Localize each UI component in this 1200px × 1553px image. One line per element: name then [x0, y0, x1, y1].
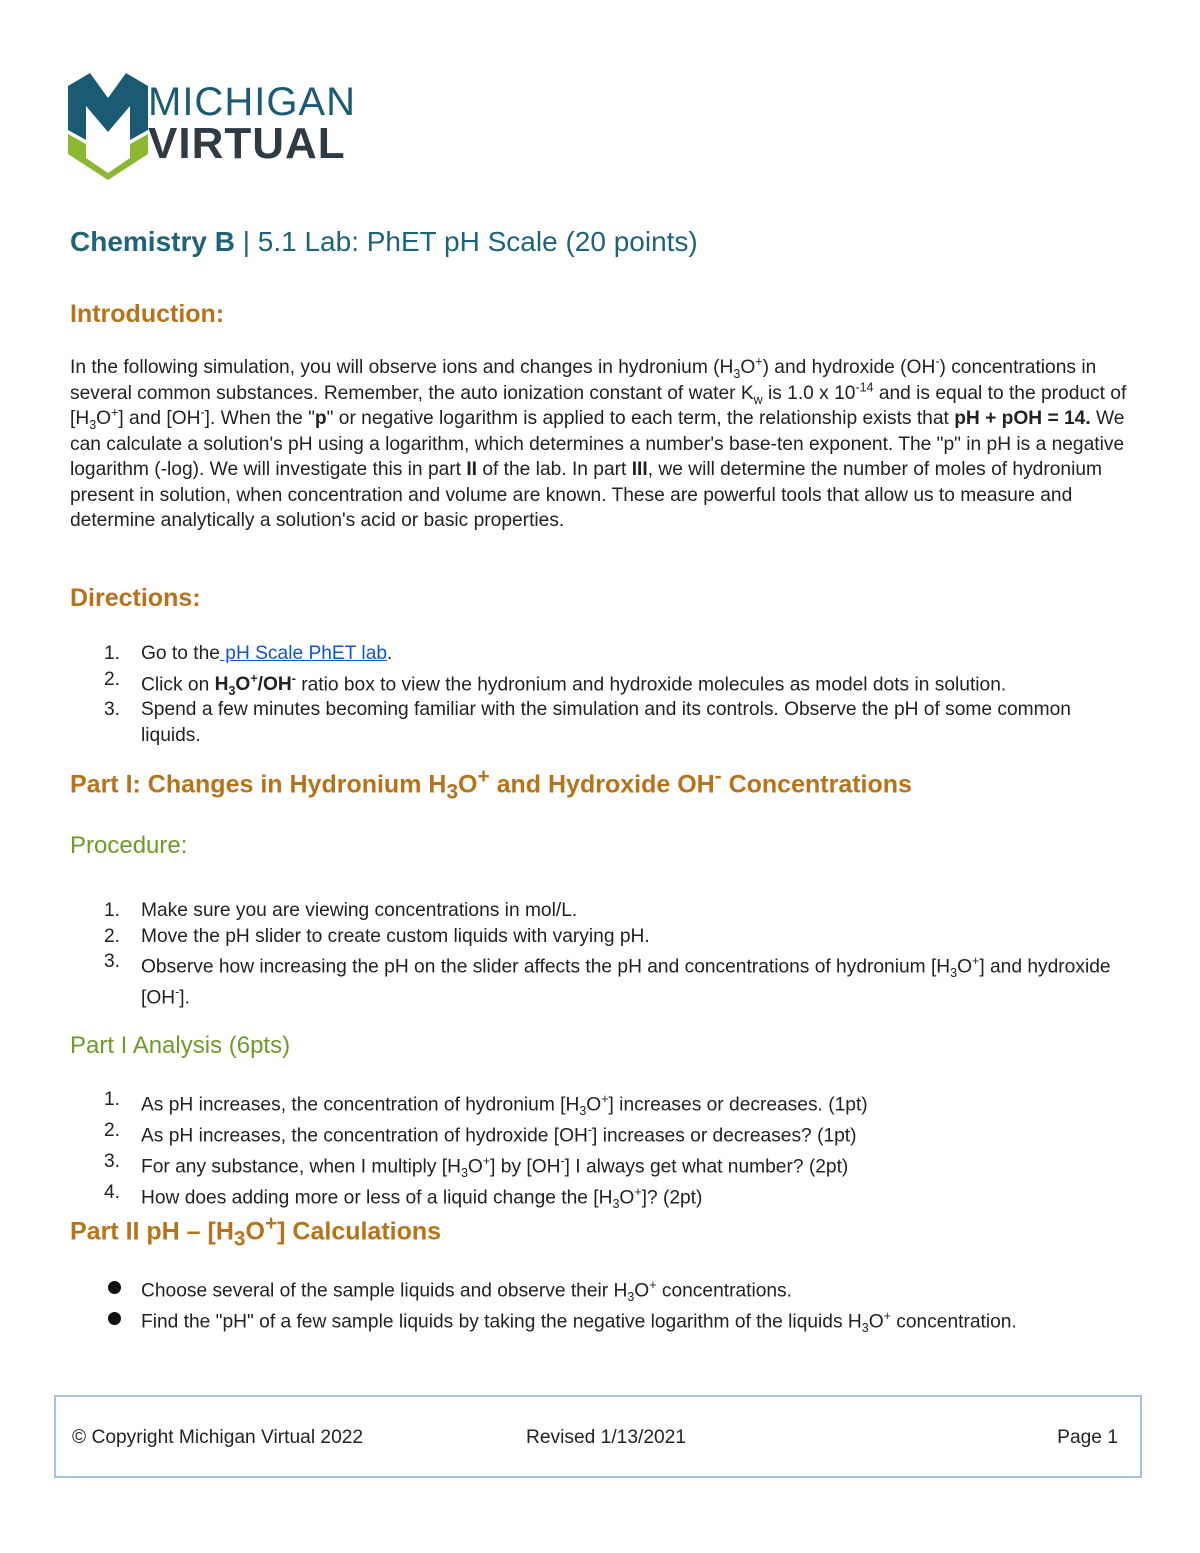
page-title: [70, 226, 698, 258]
part2-bullet-list: [104, 1273, 1134, 1335]
directions-list: [104, 641, 1134, 748]
page-number: Page 1: [1057, 1427, 1118, 1448]
introduction-heading: Introduction:: [70, 300, 225, 328]
list-item: 3. Spend a few minutes becoming familiar with the simulation and its controls. Observe the pH of some common liquids.: [104, 699, 1071, 746]
list-item: 1. As pH increases, the concentration of hydronium $[H_3O^+]$ increases or decreases. (1pt): [104, 1089, 868, 1119]
bullet-icon: [108, 1312, 121, 1325]
logo-line-1: MICHIGAN: [148, 80, 356, 124]
analysis-heading: Part I Analysis (6pts): [70, 1032, 291, 1059]
course-name: Chemistry B: [70, 226, 235, 257]
list-item: Choose several of the sample liquids and observe their $H_3O^+$ concentrations.: [104, 1273, 1134, 1304]
list-item: 1. Go to the pH Scale PhET lab.: [104, 643, 393, 664]
title-separator: |: [234, 226, 258, 257]
copyright-text: © Copyright Michigan Virtual 2022: [72, 1427, 364, 1448]
list-item: 3. Observe how increasing the pH on the slider affects the pH and concentrations of hydronium $[H_3O^+]$ and hydroxide [OH-].: [104, 951, 1111, 1009]
part2-heading: Part II pH – $[H_3O^+]$ Calculations: [70, 1212, 442, 1251]
analysis-list: [104, 1087, 1134, 1211]
phet-lab-link[interactable]: pH Scale PhET lab: [219, 643, 388, 664]
lab-title: 5.1 Lab: PhET pH Scale (20 points): [257, 226, 698, 257]
revised-date: Revised 1/13/2021: [526, 1427, 687, 1448]
logo-wordmark: [148, 82, 356, 166]
logo-line-2: VIRTUAL: [148, 119, 346, 168]
list-item: 1. Make sure you are viewing concentrations in mol/L.: [104, 900, 578, 921]
list-item: 3. For any substance, when I multiply $[H_3O^+]$ by [OH-] I always get what number? (2pt): [104, 1150, 849, 1180]
list-item: 4. How does adding more or less of a liquid change the $[H_3O^+]$? (2pt): [104, 1181, 703, 1211]
part1-heading: Part I: Changes in Hydronium $H_3O^+$ and Hydroxide OH- Concentrations: [70, 765, 912, 804]
list-item: Find the "pH" of a few sample liquids by taking the negative logarithm of the liquids $H_3O^+$ concentration.: [104, 1304, 1134, 1335]
list-item: 2. Click on $H_3O^+/OH^-$ ratio box to view the hydronium and hydroxide molecules as model dots in solution.: [104, 668, 1007, 698]
bullet-icon: [108, 1281, 121, 1294]
procedure-heading: Procedure:: [70, 832, 188, 859]
page-footer: [54, 1395, 1142, 1478]
procedure-list: [104, 898, 1134, 1011]
directions-heading: Directions:: [70, 584, 201, 612]
introduction-paragraph: In the following simulation, you will observe ions and changes in hydronium $(H_3O^+)$ and hydroxide (OH-) concentrations in several common substances. Remember, the auto ionization constant of water $K_w$ is 1.0 x $10^{-14}$ and is equal to the product of $[H_3O^+]$ and [OH-]. When the "p" or negative logarithm is applied to each term, the relationship exists that pH + pOH = 14. We can calculate a solution's pH using a logarithm, which determines a number's base-ten exponent. The "p" in pH is a negative logarithm (-log). We will investigate this in part II of the lab. In part III, we will determine the number of moles of hydronium present in solution, when concentration and volume are known. These are powerful tools that allow us to measure and determine analytically a solution's acid or basic properties.: [70, 354, 1127, 531]
list-item: 2. As pH increases, the concentration of hydroxide [OH-] increases or decreases? (1pt): [104, 1119, 857, 1147]
list-item: 2. Move the pH slider to create custom liquids with varying pH.: [104, 925, 650, 947]
